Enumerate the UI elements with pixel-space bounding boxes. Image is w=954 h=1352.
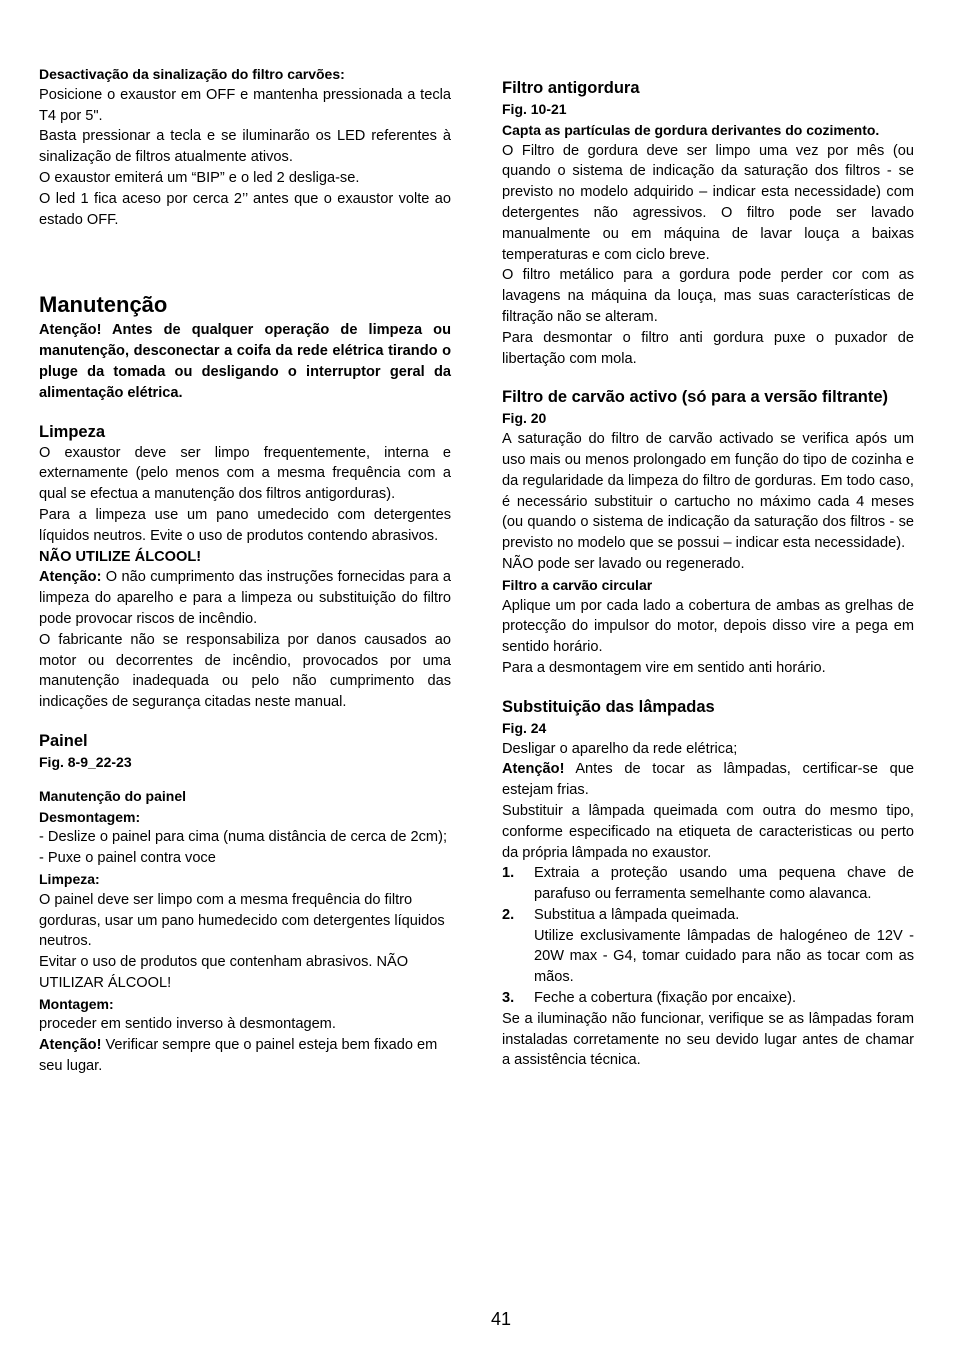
- filter-deactivation-heading: Desactivação da sinalização do filtro carvões:: [39, 66, 345, 82]
- figure-ref: Fig. 8-9_22-23: [39, 753, 132, 770]
- paragraph: Basta pressionar a tecla e se iluminarão os LED referentes à sinalização de filtros atualmente ativos.: [39, 128, 451, 166]
- step-text: Substitua a lâmpada queimada.: [534, 906, 740, 923]
- paragraph: O exaustor emiterá um “BIP” e o led 2 desliga-se.: [39, 169, 360, 186]
- paragraph: O exaustor deve ser limpo frequentemente, interna e externamente (pelo menos com a mesma frequência com a qual se efectua a manutenção dos filtros antigorduras).: [39, 444, 451, 503]
- paragraph: A saturação do filtro de carvão activado se verifica após um uso mais ou menos prolongado em função do tipo de cozinha e da regularidade da limpeza do filtro de gorduras. Em todo caso, é necessário substituir o cartucho no máximo cada 4 meses (ou quando o sistema de indicação da saturação dos filtros - se previsto no modelo que se possui – indicar esta necessidade).: [502, 431, 914, 552]
- paragraph: Aplique um por cada lado a cobertura de ambas as grelhas de protecção do impulsor do motor, depois disso vire a pega em sentido horário.: [502, 597, 914, 656]
- list-item: - Deslize o painel para cima (numa distância de cerca de 2cm);: [39, 829, 447, 846]
- list-item: [502, 905, 914, 988]
- paragraph: O Filtro de gordura deve ser limpo uma vez por mês (ou quando o sistema de indicação da saturação dos filtros - se previsto no modelo adquirido – indicar esta necessidade) com detergentes não agressivos. O filtro pode ser lavado manualmente ou em máquina de lavar louça a baixas temperaturas e com ciclo breve.: [502, 142, 914, 263]
- attention-label: Atenção!: [39, 1037, 102, 1054]
- circular-carbon-filter-subheading: Filtro a carvão circular: [502, 576, 653, 593]
- panel-heading: Painel: [39, 731, 88, 750]
- paragraph: Para a desmontagem vire em sentido anti horário.: [502, 659, 826, 676]
- paragraph: Evitar o uso de produtos que contenham abrasivos. NÃO UTILIZAR ÁLCOOL!: [39, 954, 409, 991]
- paragraph: O painel deve ser limpo com a mesma frequência do filtro gorduras, usar um pano humedecido com detergentes líquidos neutros.: [39, 891, 445, 950]
- list-item: - Puxe o painel contra voce: [39, 850, 216, 867]
- lamp-steps-list: [502, 863, 914, 1009]
- right-column: [502, 0, 914, 1071]
- attention-text: Verificar sempre que o painel esteja bem fixado em seu lugar.: [39, 1037, 438, 1075]
- list-item: [502, 988, 914, 1009]
- paragraph: proceder em sentido inverso à desmontagem.: [39, 1016, 336, 1033]
- step-text: Extraia a proteção usando uma pequena chave de parafuso ou ferramenta semelhante como alavanca.: [534, 865, 914, 903]
- no-alcohol-warning: NÃO UTILIZE ÁLCOOL!: [39, 548, 202, 565]
- attention-label: Atenção!: [502, 761, 565, 778]
- lamp-replacement-heading: Substituição das lâmpadas: [502, 697, 715, 716]
- step-text: Feche a cobertura (fixação por encaixe).: [534, 990, 797, 1007]
- figure-ref: Fig. 20: [502, 410, 547, 427]
- paragraph: Desligar o aparelho da rede elétrica;: [502, 740, 738, 757]
- step-number: 1.: [502, 865, 515, 882]
- left-column: [39, 0, 451, 1077]
- panel-attention: [39, 1035, 451, 1077]
- panel-maintenance-subheading: Manutenção do painel: [39, 787, 187, 804]
- assembly-subheading: Montagem:: [39, 995, 114, 1012]
- figure-ref: Fig. 10-21: [502, 101, 567, 117]
- paragraph: Para desmontar o filtro anti gordura puxe o puxador de libertação com mola.: [502, 329, 914, 367]
- step-number: 3.: [502, 990, 515, 1007]
- step-text: Utilize exclusivamente lâmpadas de halogéneo de 12V - 20W max - G4, tomar cuidado para não as tocar com as mãos.: [534, 927, 914, 986]
- maintenance-title: Manutenção: [39, 292, 168, 318]
- paragraph: Para a limpeza use um pano umedecido com detergentes líquidos neutros. Evite o uso de produtos contendo abrasivos.: [39, 506, 451, 544]
- carbon-filter-heading: Filtro de carvão activo (só para a versão filtrante): [502, 388, 889, 407]
- lamp-attention: [502, 759, 914, 801]
- paragraph: O led 1 fica aceso por cerca 2’’ antes que o exaustor volte ao estado OFF.: [39, 190, 451, 228]
- list-item: [502, 863, 914, 905]
- cleaning-subheading: Limpeza:: [39, 870, 100, 887]
- attention-text: O não cumprimento das instruções fornecidas para a limpeza do aparelho e para a limpeza ou substituição do filtro pode provocar riscos de incêndio.: [39, 569, 451, 627]
- cleaning-heading: Limpeza: [39, 422, 106, 441]
- paragraph: O filtro metálico para a gordura pode perder cor com as lavagens na máquina da louça, mas suas características de filtração não se alteram.: [502, 267, 914, 325]
- paragraph: Posicione o exaustor em OFF e mantenha pressionada a tecla T4 por 5".: [39, 86, 451, 124]
- paragraph: O fabricante não se responsabiliza por danos causados ao motor ou decorrentes de incêndio, provocados por uma manutenção inadequada ou pelo não cumprimento das indicações de segurança citadas neste manual.: [39, 631, 451, 711]
- grease-filter-heading: Filtro antigordura: [502, 79, 640, 97]
- attention-text: Antes de tocar as lâmpadas, certificar-se que estejam frias.: [502, 761, 914, 799]
- maintenance-warning: Atenção! Antes de qualquer operação de limpeza ou manutenção, desconectar a coifa da rede elétrica tirando o pluge da tomada ou desligando o interruptor geral da alimentação elétrica.: [39, 322, 451, 401]
- page-number: 41: [490, 1309, 512, 1329]
- paragraph: Substituir a lâmpada queimada com outra do mesmo tipo, conforme especificado na etiqueta de caracteristicas ou perto da própria lâmpada no exaustor.: [502, 802, 914, 861]
- disassembly-subheading: Desmontagem:: [39, 808, 141, 825]
- attention-label: Atenção:: [39, 569, 102, 586]
- paragraph: Se a iluminação não funcionar, verifique se as lâmpadas foram instaladas corretamente no seu devido lugar antes de chamar a assistência técnica.: [502, 1010, 914, 1069]
- cleaning-attention: [39, 567, 451, 629]
- grease-filter-bold-intro: Capta as partículas de gordura derivantes do cozimento.: [502, 121, 880, 138]
- paragraph: NÃO pode ser lavado ou regenerado.: [502, 555, 745, 572]
- figure-ref: Fig. 24: [502, 719, 547, 736]
- step-number: 2.: [502, 906, 515, 923]
